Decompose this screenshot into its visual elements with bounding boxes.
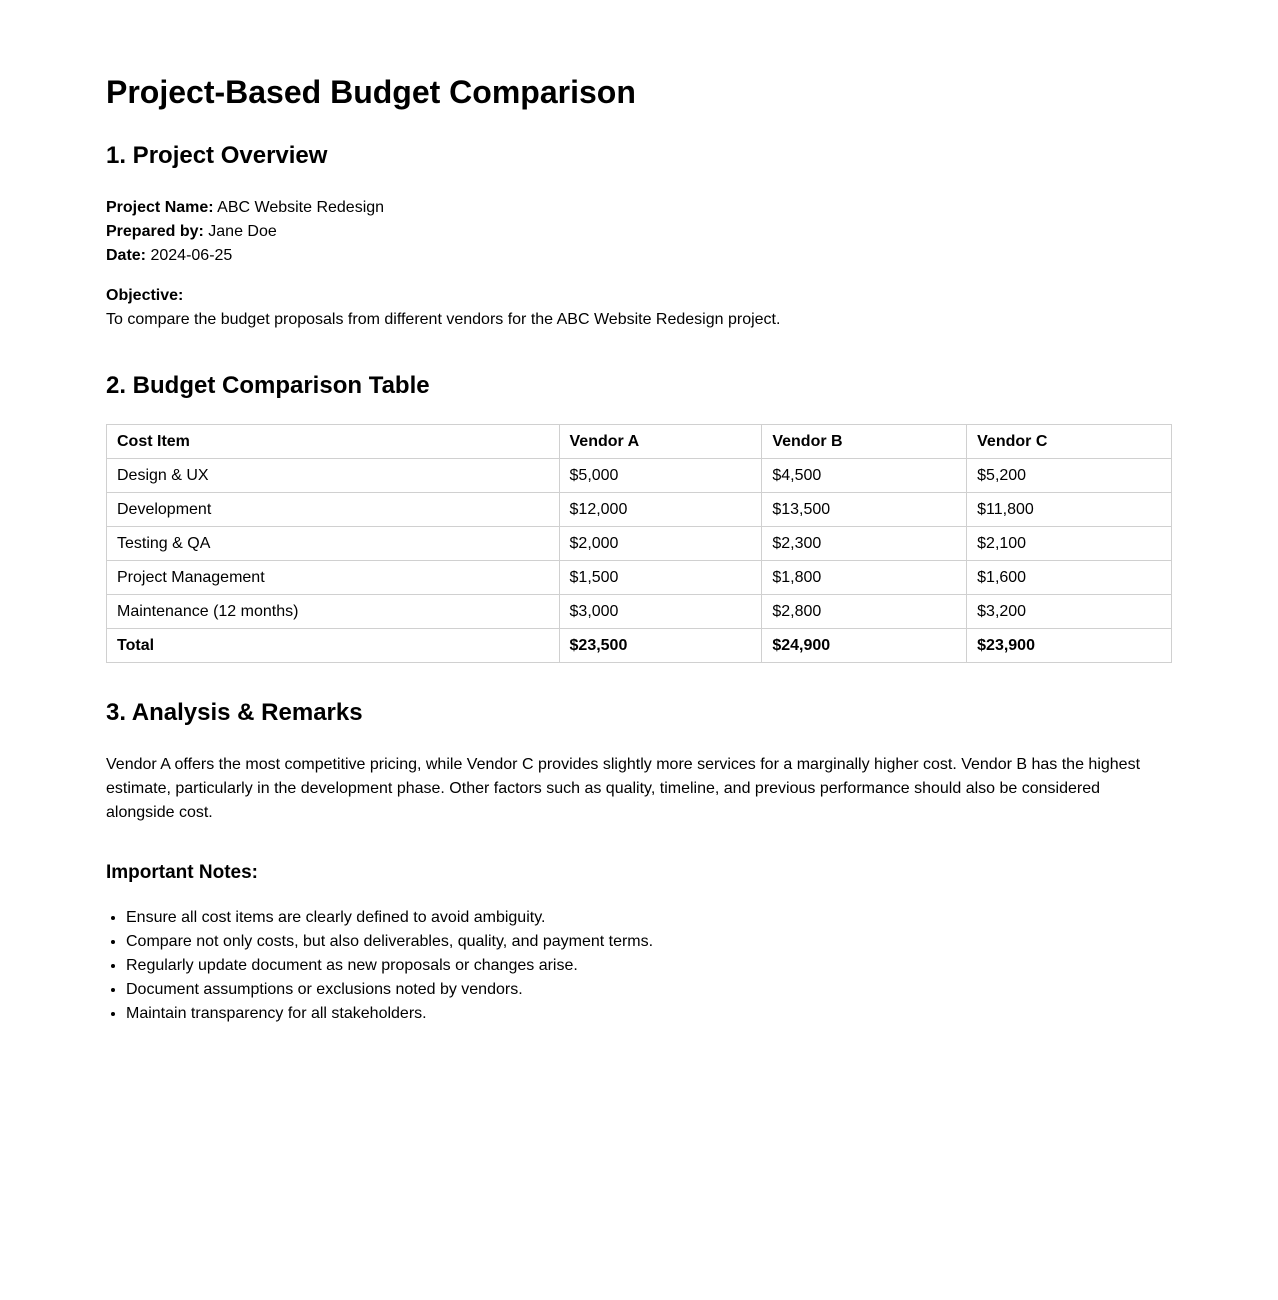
table-row — [107, 561, 1172, 595]
header-vendor-a: Vendor A — [559, 425, 762, 459]
cell-vendor-c: $2,100 — [967, 527, 1172, 561]
cell-total-vendor-c: $23,900 — [967, 629, 1172, 663]
notes-list — [106, 906, 1172, 1026]
budget-comparison-table — [106, 424, 1172, 663]
header-vendor-b: Vendor B — [762, 425, 967, 459]
list-item: • Regularly update document as new proposals or changes arise. — [126, 954, 1172, 978]
cell-cost-item: Maintenance (12 months) — [107, 595, 560, 629]
page-title: Project-Based Budget Comparison — [106, 74, 636, 110]
table-row — [107, 493, 1172, 527]
table-row — [107, 527, 1172, 561]
cell-total-label: Total — [107, 629, 560, 663]
cell-vendor-a: $3,000 — [559, 595, 762, 629]
meta-project-name — [106, 196, 1172, 220]
table-row — [107, 459, 1172, 493]
table-total-row — [107, 629, 1172, 663]
table-header-row — [107, 425, 1172, 459]
cell-vendor-a: $5,000 — [559, 459, 762, 493]
cell-vendor-c: $1,600 — [967, 561, 1172, 595]
cell-vendor-c: $3,200 — [967, 595, 1172, 629]
cell-total-vendor-a: $23,500 — [559, 629, 762, 663]
list-item: • Compare not only costs, but also deliverables, quality, and payment terms. — [126, 930, 1172, 954]
cell-vendor-c: $5,200 — [967, 459, 1172, 493]
objective-block — [106, 284, 1172, 332]
cell-vendor-b: $4,500 — [762, 459, 967, 493]
cell-cost-item: Project Management — [107, 561, 560, 595]
project-meta — [106, 196, 1172, 268]
notes-heading: Important Notes: — [106, 862, 258, 883]
cell-cost-item: Development — [107, 493, 560, 527]
header-vendor-c: Vendor C — [967, 425, 1172, 459]
cell-vendor-a: $12,000 — [559, 493, 762, 527]
list-item: • Maintain transparency for all stakeholders. — [126, 1002, 1172, 1026]
date-value: 2024-06-25 — [150, 247, 233, 264]
prepared-by-label: Prepared by: — [106, 223, 204, 240]
cell-cost-item: Testing & QA — [107, 527, 560, 561]
project-name-value: ABC Website Redesign — [217, 199, 385, 216]
list-item: • Document assumptions or exclusions noted by vendors. — [126, 978, 1172, 1002]
date-label: Date: — [106, 247, 147, 264]
cell-vendor-a: $1,500 — [559, 561, 762, 595]
cell-total-vendor-b: $24,900 — [762, 629, 967, 663]
cell-vendor-b: $2,800 — [762, 595, 967, 629]
section-heading-overview: 1. Project Overview — [106, 142, 328, 169]
section-heading-analysis: 3. Analysis & Remarks — [106, 699, 363, 726]
cell-vendor-a: $2,000 — [559, 527, 762, 561]
table-row — [107, 595, 1172, 629]
cell-cost-item: Design & UX — [107, 459, 560, 493]
project-name-label: Project Name: — [106, 199, 214, 216]
list-item: • Ensure all cost items are clearly defined to avoid ambiguity. — [126, 906, 1172, 930]
objective-text: To compare the budget proposals from different vendors for the ABC Website Redesign project. — [106, 311, 781, 328]
cell-vendor-c: $11,800 — [967, 493, 1172, 527]
section-heading-budget-table: 2. Budget Comparison Table — [106, 372, 430, 399]
cell-vendor-b: $1,800 — [762, 561, 967, 595]
prepared-by-value: Jane Doe — [208, 223, 277, 240]
cell-vendor-b: $13,500 — [762, 493, 967, 527]
meta-prepared-by — [106, 220, 1172, 244]
header-cost-item: Cost Item — [107, 425, 560, 459]
meta-date — [106, 244, 1172, 268]
cell-vendor-b: $2,300 — [762, 527, 967, 561]
objective-label: Objective: — [106, 287, 184, 304]
analysis-paragraph: Vendor A offers the most competitive pricing, while Vendor C provides slightly more services for a marginally higher cost. Vendor B has the highest estimate, particularly in the development phase. Other factors such as quality, timeline, and previous performance should also be considered alongside cost. — [106, 756, 1141, 821]
